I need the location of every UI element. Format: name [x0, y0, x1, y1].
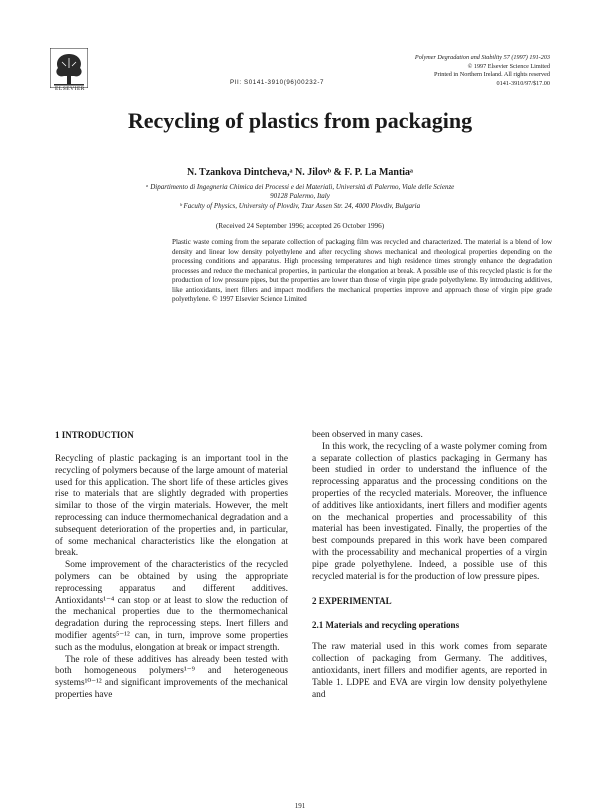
publisher-name: ELSEVIER: [55, 86, 85, 92]
abstract: Plastic waste coming from the separate collection of packaging film was recycled and characterized. The material is a blend of low density and linear low density polyethylene and after recycling shows mechanical and rheological properties depending on the processing conditions and apparatus. High processing temperatures and high residence times strongly enhance the degradation processes and reduce the mechanical properties, in particular the elongation at break. A possible use of this recycled plastic is for the production of low pressure pipes, but the properties are lower than those of virgin pipe grade polyethylene. By introducing additives, like antioxidants, inert fillers and impact modifiers the mechanical properties improve and approach those of virgin pipe grade polyethylene. © 1997 Elsevier Science Limited: [172, 238, 552, 303]
page-number: 191: [294, 802, 306, 810]
intro-paragraph-2: Some improvement of the characteristics of the recycled polymers can be obtained by using the appropriate reprocessing apparatus and different additives. Antioxidants¹⁻⁴ can stop or at least to slow the reduction of the mechanical properties due to the thermomechanical degradation during the reprocessing steps. Inert fillers and modifier agents⁵⁻¹² can, in turn, improve some properties such as the modulus, elongation at break or impact strength.: [55, 560, 288, 653]
intro-paragraph-4: In this work, the recycling of a waste polymer coming from a separate collection of plastics packaging in Germany has been studied in order to understand the influence of the reprocessing apparatus and the processing conditions on the properties of the recycled materials. Moreover, the influence of additives like antioxidants, inert fillers and modifier agents on the mechanical properties and processability of this material has been investigated. Finally, the properties of the best compounds prepared in this work have been compared with the processability and mechanical properties of a virgin pipe grade polyethylene. Indeed, a possible use of this recycled material is for the production of low pressure pipes.: [312, 441, 547, 582]
journal-citation: Polymer Degradation and Stability 57 (1997) 191-203: [414, 54, 550, 61]
intro-paragraph-3: The role of these additives has already been tested with both homogeneous polymers¹⁻⁹ and heterogeneous systems¹⁰⁻¹² and significant improvements of the mechanical properties have: [55, 654, 288, 700]
section-heading-experimental: 2 EXPERIMENTAL: [312, 596, 392, 607]
journal-info: [380, 54, 550, 88]
affiliation-a-line2: 90128 Palermo, Italy: [270, 192, 330, 200]
subsection-heading-materials: 2.1 Materials and recycling operations: [312, 620, 460, 631]
right-column: [312, 430, 547, 701]
paper-title: Recycling of plastics from packaging: [127, 108, 473, 133]
printed-line: Printed in Northern Ireland. All rights reserved: [434, 71, 550, 79]
intro-paragraph-3-continued: been observed in many cases.: [312, 430, 423, 440]
author-list: N. Tzankova Dintcheva,ᵃ N. Jilovᵇ & F. P. La Mantiaᵃ: [187, 167, 413, 178]
intro-paragraph-1: Recycling of plastic packaging is an important tool in the recycling of polymers because of the large amount of material used for this application. The short life of these articles gives rise to materials that are slightly degraded with properties similar to those of the virgin materials. However, the melt reprocessing can induce thermomechanical degradation and a subsequent deterioration of the properties and, in particular, of some mechanical characteristics like the elongation at break.: [55, 454, 288, 559]
issn-line: 0141-3910/97/$17.00: [496, 79, 550, 87]
affiliation-a-line1: ᵃ Dipartimento di Ingegneria Chimica dei Processi e dei Materiali, Università di Palermo, Viale delle Scienze: [145, 183, 455, 191]
left-column: [55, 430, 288, 702]
affiliation-b: ᵇ Faculty of Physics, University of Plovdiv, Tzar Assen Str. 24, 4000 Plovdiv, Bulgaria: [179, 202, 421, 210]
section-heading-introduction: 1 INTRODUCTION: [55, 430, 134, 440]
affiliation-a: [60, 183, 540, 201]
experimental-paragraph-1: The raw material used in this work comes from separate collection of packaging from Germany. The additives, antioxidants, inert fillers and modifier agents, are reported in Table 1. LDPE and EVA are virgin low density polyethylene and: [312, 642, 547, 700]
received-dates: (Received 24 September 1996; accepted 26 October 1996): [215, 222, 385, 230]
elsevier-logo: [50, 48, 88, 88]
pii-code: PII: S0141-3910(96)00232-7: [230, 79, 325, 86]
copyright-line: © 1997 Elsevier Science Limited: [467, 62, 550, 70]
